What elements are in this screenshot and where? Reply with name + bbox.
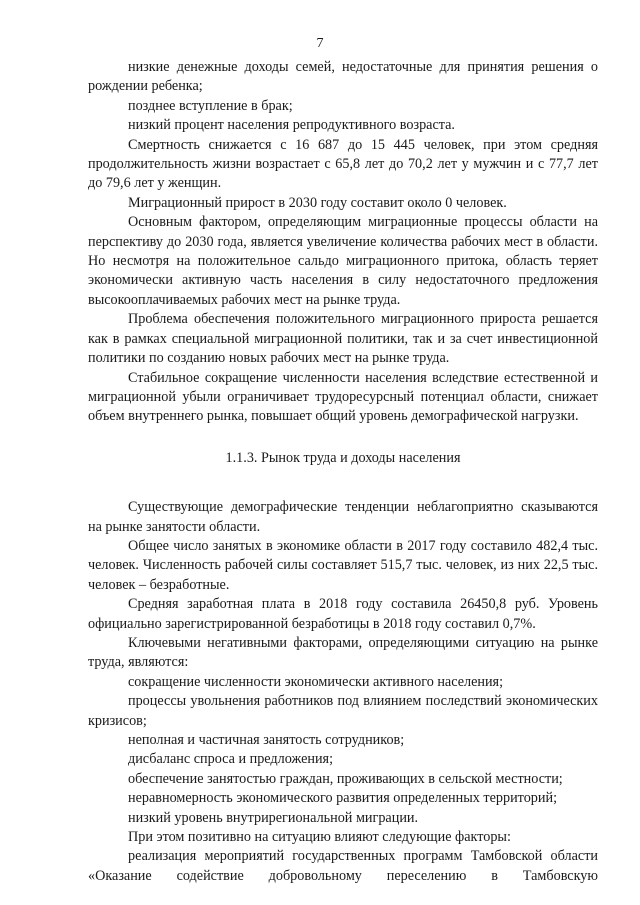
page-number: 7 xyxy=(316,36,324,51)
list-item: низкий уровень внутрирегиональной миграции. xyxy=(128,809,419,826)
paragraph: При этом позитивно на ситуацию влияют следующие факторы: xyxy=(128,829,511,846)
paragraph: реализация мероприятий государственных программ Тамбовской области «Оказание содействие добровольному переселению в Тамбовскую xyxy=(88,848,598,884)
paragraph: Смертность снижается с 16 687 до 15 445 человек, при этом средняя продолжительность жизни возрастает с 65,8 лет до 70,2 лет у мужчин и с 77,7 лет до 79,6 лет у женщин. xyxy=(88,136,598,192)
paragraph: Ключевыми негативными факторами, определяющими ситуацию на рынке труда, являются: xyxy=(88,634,598,671)
paragraph: Проблема обеспечения положительного миграционного прироста решается как в рамках специальной миграционной политики, так и за счет инвестиционной политики по созданию новых рабочих мест на рынке труда. xyxy=(88,311,598,367)
paragraph: низкие денежные доходы семей, недостаточные для принятия решения о рождении ребенка; xyxy=(88,59,598,95)
list-item: процессы увольнения работников под влиянием последствий экономических кризисов; xyxy=(88,693,598,729)
paragraph: Миграционный прирост в 2030 году составит около 0 человек. xyxy=(128,194,507,211)
paragraph: Существующие демографические тенденции неблагоприятно сказываются на рынке занятости области. xyxy=(88,499,598,535)
list-item: неполная и частичная занятость сотрудников; xyxy=(128,732,405,748)
paragraph: Основным фактором, определяющим миграционные процессы области на перспективу до 2030 года, является увеличение количества рабочих мест в области. Но несмотря на положительное сальдо миграционного притока, область теряет экономически активную часть населения в силу недостаточного предложения высокооплачиваемых рабочих мест на рынке труда. xyxy=(88,214,598,308)
section-heading: 1.1.3. Рынок труда и доходы населения xyxy=(225,449,461,466)
list-item: неравномерность экономического развития определенных территорий; xyxy=(128,790,558,807)
paragraph: Стабильное сокращение численности населения вследствие естественной и миграционной убыли ограничивает трудоресурсный потенциал области, снижает объем внутреннего рынка, повышает общий уровень демографической нагрузки. xyxy=(88,369,598,425)
paragraph: Средняя заработная плата в 2018 году составила 26450,8 руб. Уровень официально зарегистрированной безработицы в 2018 году составил 0,7%. xyxy=(88,596,598,632)
paragraph: низкий процент населения репродуктивного возраста. xyxy=(128,117,455,134)
list-item: обеспечение занятостью граждан, проживающих в сельской местности; xyxy=(128,770,563,787)
paragraph: Общее число занятых в экономике области в 2017 году составило 482,4 тыс. человек. Численность рабочей силы составляет 515,7 тыс. человек, из них 22,5 тыс. человек – безработные. xyxy=(88,537,598,593)
document-body xyxy=(88,58,598,886)
paragraph: позднее вступление в брак; xyxy=(128,97,293,114)
list-item: дисбаланс спроса и предложения; xyxy=(128,751,334,768)
list-item: сокращение численности экономически активного населения; xyxy=(128,673,504,690)
